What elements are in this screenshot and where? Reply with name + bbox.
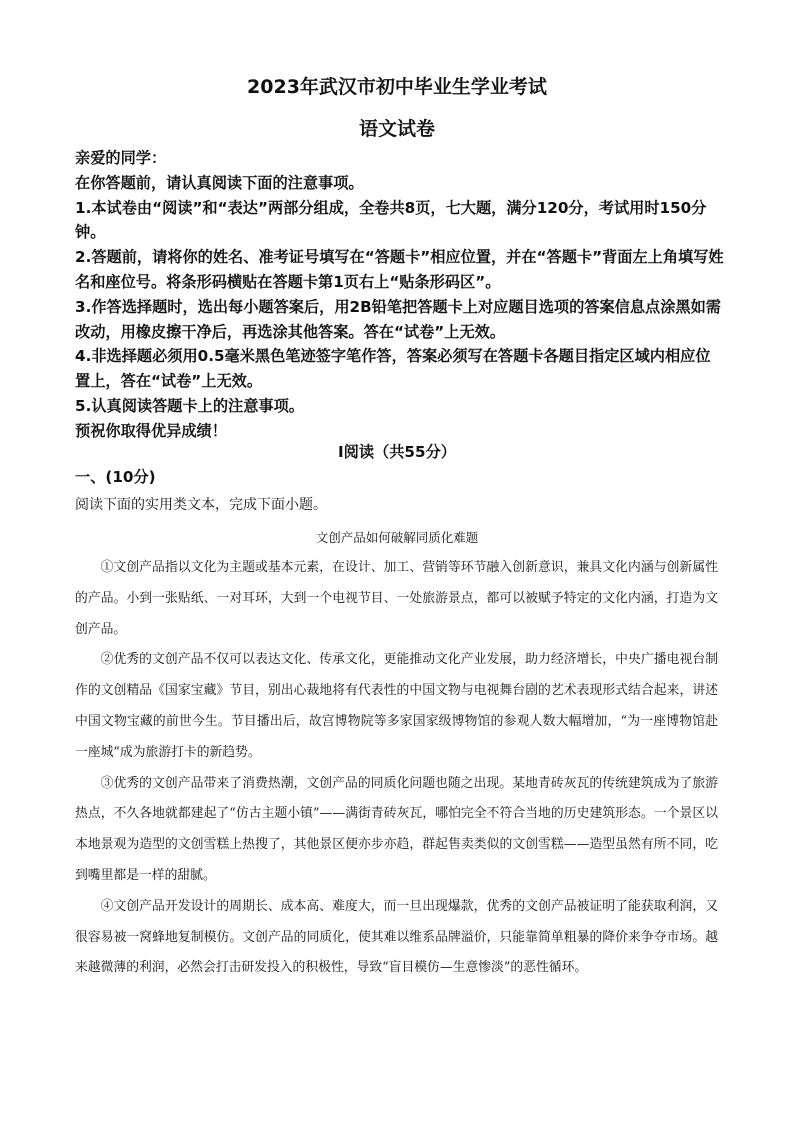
notice-greeting: 亲爱的同学： (75, 149, 167, 167)
section-heading: Ⅰ阅读（共55分） (338, 443, 456, 461)
notice-intro: 在你答题前，请认真阅读下面的注意事项。 (75, 173, 364, 192)
part-heading: 一、(10分) (75, 468, 156, 486)
notice-item-2: 2.答题前，请将你的姓名、准考证号填写在“答题卡”相应位置，并在“答题卡”背面左上角填写姓名和座位号。将条形码横贴在答题卡第1页右上“贴条形码区”。 (75, 248, 724, 291)
article-title: 文创产品如何破解同质化难题 (315, 530, 479, 545)
notice-item-5: 5.认真阅读答题卡上的注意事项。 (75, 396, 304, 415)
notice-wish: 预祝你取得优异成绩！ (75, 421, 227, 440)
notice-item-1: 1.本试卷由“阅读”和“表达”两部分组成，全卷共8页，七大题，满分120分，考试用时150分钟。 (75, 198, 707, 242)
article-body (75, 553, 718, 984)
notice-block (75, 146, 725, 444)
article-paragraph-2: ②优秀的文创产品不仅可以表达文化、传承文化，更能推动文化产业发展，助力经济增长，中央广播电视台制作的文创精品《国家宝藏》节目，别出心裁地将有代表性的中国文物与电视舞台剧的艺术表现形式结合起来，讲述中国文物宝藏的前世今生。节目播出后，故宫博物院等多家国家级博物馆的参观人数大幅增加，“为一座博物馆赴一座城”成为旅游打卡的新趋势。 (75, 652, 718, 760)
article-paragraph-4: ④文创产品开发设计的周期长、成本高、难度大，而一旦出现爆款，优秀的文创产品被证明了能获取利润，又很容易被一窝蜂地复制模仿。文创产品的同质化，使其难以维系品牌溢价，只能靠简单粗暴的降价来争夺市场。越来越微薄的利润，必然会打击研发投入的积极性，导致“盲目模仿—生意惨淡”的恶性循环。 (75, 898, 718, 976)
exam-title: 2023年武汉市初中毕业生学业考试 (247, 76, 547, 98)
part-instruction: 阅读下面的实用类文本，完成下面小题。 (75, 497, 327, 513)
article-paragraph-1: ①文创产品指以文化为主题或基本元素，在设计、加工、营销等环节融入创新意识，兼具文化内涵与创新属性的产品。小到一张贴纸、一对耳环，大到一个电视节目、一处旅游景点，都可以被赋予特定的文化内涵，打造为文创产品。 (75, 560, 718, 637)
exam-subtitle: 语文试卷 (358, 118, 435, 140)
notice-item-3: 3.作答选择题时，选出每小题答案后，用2B铅笔把答题卡上对应题目选项的答案信息点涂黑如需改动，用橡皮擦干净后，再选涂其他答案。答在“试卷”上无效。 (75, 297, 721, 341)
notice-item-4: 4.非选择题必须用0.5毫米黑色笔迹签字笔作答，答案必须写在答题卡各题目指定区域内相应位置上，答在“试卷”上无效。 (75, 347, 711, 391)
article-paragraph-3: ③优秀的文创产品带来了消费热潮，文创产品的同质化问题也随之出现。某地青砖灰瓦的传统建筑成为了旅游热点，不久各地就都建起了“仿古主题小镇”——满街青砖灰瓦，哪怕完全不符合当地的历史建筑形态。一个景区以本地景观为造型的文创雪糕上热搜了，其他景区便亦步亦趋，群起售卖类似的文创雪糕——造型虽然有所不同，吃到嘴里都是一样的甜腻。 (75, 775, 718, 883)
